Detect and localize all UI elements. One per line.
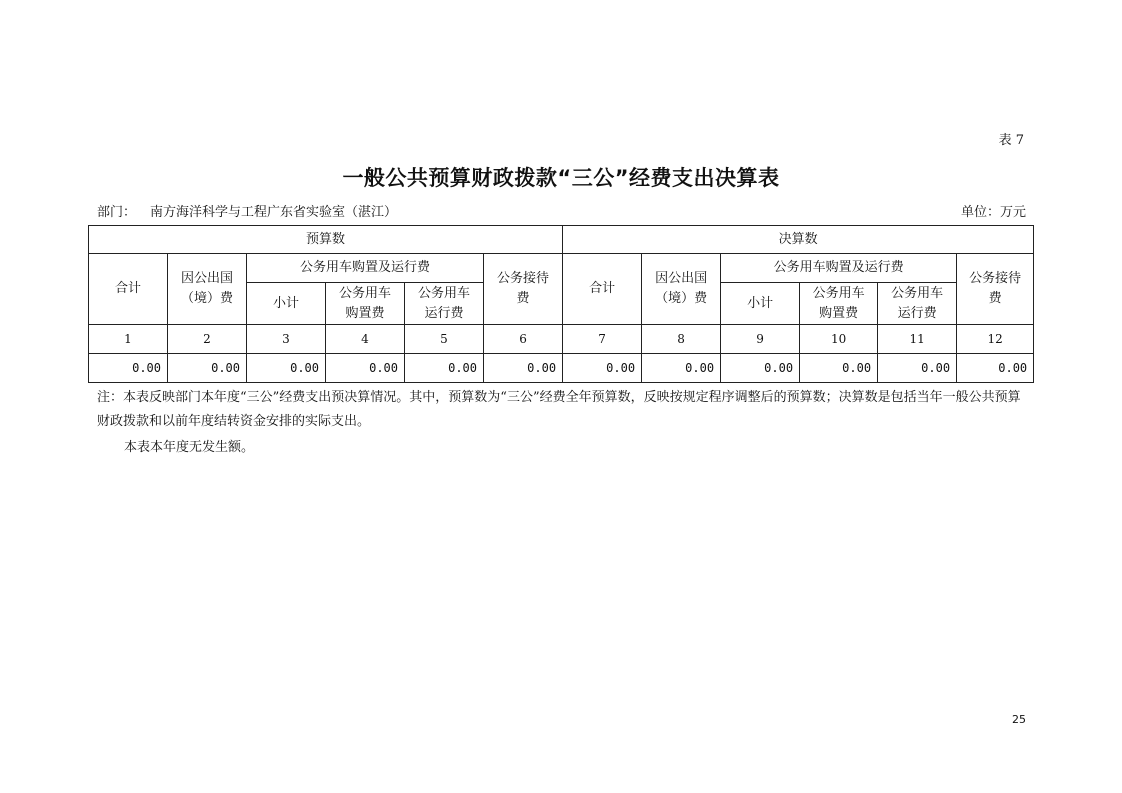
column-number: 3 [247,325,326,354]
unit-label: 单位：万元 [960,205,1026,220]
expenditure-table [88,225,1034,383]
column-number: 7 [563,325,642,354]
header-row-2 [89,254,1034,283]
column-number: 5 [405,325,484,354]
header-budget-abroad: 因公出国 （境）费 [168,254,247,325]
value-cell: 0.00 [563,354,642,383]
column-number: 2 [168,325,247,354]
value-cell: 0.00 [405,354,484,383]
value-cell: 0.00 [721,354,800,383]
column-number: 10 [800,325,878,354]
column-number: 11 [878,325,957,354]
header-final: 决算数 [563,226,1034,254]
value-cell: 0.00 [247,354,326,383]
header-budget-subtotal: 小计 [247,283,326,325]
header-final-abroad: 因公出国 （境）费 [642,254,721,325]
page-title: 一般公共预算财政拨款“三公”经费支出决算表 [342,166,780,190]
column-number: 1 [89,325,168,354]
header-final-operation: 公务用车 运行费 [878,283,957,325]
department [97,201,397,220]
value-cell: 0.00 [484,354,563,383]
no-amount-note: 本表本年度无发生额。 [124,440,255,455]
header-budget-reception: 公务接待 费 [484,254,563,325]
header-budget-operation: 公务用车 运行费 [405,283,484,325]
column-number: 4 [326,325,405,354]
header-final-subtotal: 小计 [721,283,800,325]
value-cell: 0.00 [878,354,957,383]
header-final-reception: 公务接待 费 [957,254,1034,325]
header-budget-vehicle: 公务用车购置及运行费 [247,254,484,283]
header-budget-total: 合计 [89,254,168,325]
header-final-vehicle: 公务用车购置及运行费 [721,254,957,283]
value-cell: 0.00 [800,354,878,383]
column-number: 9 [721,325,800,354]
column-number: 8 [642,325,721,354]
value-cell: 0.00 [326,354,405,383]
header-final-purchase: 公务用车 购置费 [800,283,878,325]
table-note: 注：本表反映部门本年度“三公”经费支出预决算情况。其中，预算数为“三公”经费全年预算数，反映按规定程序调整后的预算数；决算数是包括当年一般公共预算财政拨款和以前年度结转资金安排的实际支出。 [97,390,1021,429]
value-cell: 0.00 [642,354,721,383]
column-number: 6 [484,325,563,354]
header-final-total: 合计 [563,254,642,325]
department-label: 部门： [97,205,137,220]
header-row-1 [89,226,1034,254]
value-cell: 0.00 [89,354,168,383]
table-number: 表 7 [998,133,1024,148]
value-cell: 0.00 [168,354,247,383]
column-number: 12 [957,325,1034,354]
department-name: 南方海洋科学与工程广东省实验室（湛江） [150,205,398,220]
header-budget-purchase: 公务用车 购置费 [326,283,405,325]
header-budget: 预算数 [89,226,563,254]
page-number: 25 [1012,713,1026,726]
value-cell: 0.00 [957,354,1034,383]
column-number-row [89,325,1034,354]
value-row [89,354,1034,383]
